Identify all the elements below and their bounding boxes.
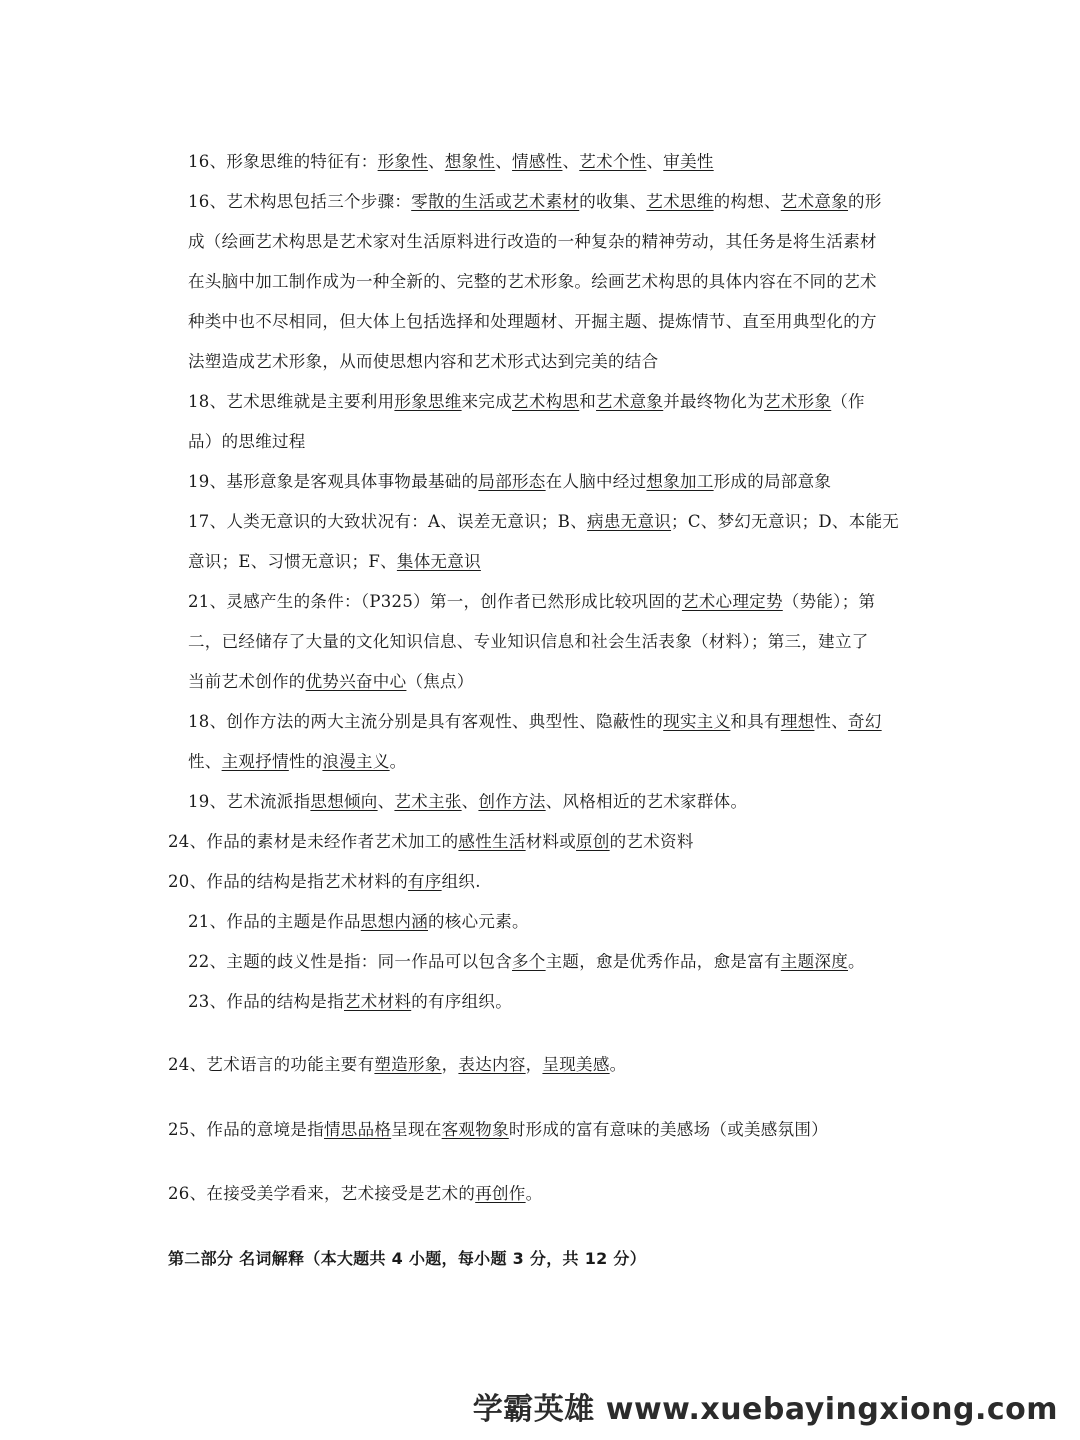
text-span: 23、作品的结构是指 <box>188 992 344 1011</box>
underlined-answer: 呈现美感 <box>542 1055 610 1074</box>
text-span: 来完成 <box>461 392 513 411</box>
text-line <box>188 231 877 253</box>
text-span: 材料或 <box>525 832 577 851</box>
text-span: 26、在接受美学看来，艺术接受是艺术的 <box>168 1184 476 1203</box>
underlined-answer: 艺术材料 <box>344 992 412 1011</box>
underlined-answer: 原创 <box>576 832 610 851</box>
underlined-answer: 病患无意识 <box>587 512 672 531</box>
text-span: 和 <box>579 392 597 411</box>
text-line <box>188 591 875 613</box>
underlined-answer: 塑造形象 <box>374 1055 442 1074</box>
text-span: 19、基形意象是客观具体事物最基础的 <box>188 472 479 491</box>
section-heading <box>168 1248 646 1270</box>
text-span: 在人脑中经过 <box>545 472 647 491</box>
text-span: 的有序组织。 <box>411 992 513 1011</box>
text-span: 17、人类无意识的大致状况有：A、误差无意识；B、 <box>188 512 588 531</box>
text-span: 25、作品的意境是指 <box>168 1120 324 1139</box>
text-span: 16、形象思维的特征有： <box>188 152 378 171</box>
text-span: 、风格相近的艺术家群体。 <box>545 792 748 811</box>
text-span: 性、 <box>188 752 222 771</box>
text-span: 24、艺术语言的功能主要有 <box>168 1055 375 1074</box>
text-line <box>168 1119 828 1141</box>
underlined-answer: 集体无意识 <box>396 552 481 571</box>
text-line <box>188 751 406 773</box>
text-span: 。 <box>389 752 407 771</box>
text-span: 。 <box>848 952 865 971</box>
underlined-answer: 有序 <box>408 872 442 891</box>
underlined-answer: 艺术意象 <box>780 192 849 211</box>
text-span: 主题，愈是优秀作品，愈是富有 <box>545 952 781 971</box>
text-span: ， <box>441 1055 459 1074</box>
text-line <box>188 391 865 413</box>
text-span: 在头脑中加工制作成为一种全新的、完整的艺术形象。绘画艺术构思的具体内容在不同的艺术 <box>188 272 877 291</box>
text-span: 、 <box>495 152 513 171</box>
text-span: 20、作品的结构是指艺术材料的 <box>168 872 408 891</box>
text-span: 的收集、 <box>579 192 647 211</box>
text-line <box>188 471 831 493</box>
text-span: （势能）；第 <box>782 592 876 611</box>
text-span: 的构想、 <box>713 192 781 211</box>
text-line <box>188 311 877 333</box>
text-span: 、 <box>646 152 664 171</box>
underlined-answer: 奇幻 <box>848 712 882 731</box>
underlined-answer: 形象思维 <box>394 392 462 411</box>
text-span: 18、创作方法的两大主流分别是具有客观性、典型性、隐蔽性的 <box>188 712 664 731</box>
underlined-answer: 现实主义 <box>663 712 731 731</box>
text-line <box>188 631 869 653</box>
text-span: 组织. <box>441 872 481 891</box>
text-line <box>188 431 306 453</box>
text-span: 意识；E、习惯无意识；F、 <box>188 552 397 571</box>
underlined-answer: 局部形态 <box>478 472 546 491</box>
underlined-answer: 艺术构思 <box>512 392 580 411</box>
text-line <box>188 711 882 733</box>
underlined-answer: 再创作 <box>475 1184 526 1203</box>
text-span: 21、作品的主题是作品 <box>188 912 361 931</box>
underlined-answer: 优势兴奋中心 <box>305 672 407 691</box>
text-line <box>168 871 481 893</box>
text-span: 。 <box>525 1184 543 1203</box>
text-span: 法塑造成艺术形象，从而使思想内容和艺术形式达到完美的结合 <box>188 352 659 371</box>
text-line <box>168 1054 626 1076</box>
text-span: ；C、梦幻无意识；D、本能无 <box>671 512 900 531</box>
underlined-answer: 审美性 <box>663 152 714 171</box>
text-span: 、 <box>562 152 580 171</box>
text-span: 22、主题的歧义性是指：同一作品可以包含 <box>188 952 512 971</box>
text-line <box>188 551 481 573</box>
text-span: 的形 <box>848 192 882 211</box>
underlined-answer: 感性生活 <box>458 832 526 851</box>
text-span: 性的 <box>288 752 323 771</box>
text-span: 当前艺术创作的 <box>188 672 306 691</box>
text-span: 、 <box>428 152 445 171</box>
underlined-answer: 创作方法 <box>478 792 546 811</box>
text-span: 、 <box>461 792 479 811</box>
underlined-answer: 情感性 <box>512 152 563 171</box>
text-line <box>188 351 658 373</box>
text-span: 第二部分 名词解释（本大题共 4 小题，每小题 3 分，共 12 分） <box>168 1249 647 1268</box>
text-span: 的核心元素。 <box>428 912 529 931</box>
underlined-answer: 客观物象 <box>441 1120 509 1139</box>
underlined-answer: 想象性 <box>444 152 496 171</box>
underlined-answer: 思想倾向 <box>310 792 378 811</box>
text-line <box>188 151 714 173</box>
text-line <box>168 1183 542 1205</box>
text-line <box>188 271 877 293</box>
text-line <box>168 831 694 853</box>
underlined-answer: 艺术形象 <box>764 392 832 411</box>
text-span: 成（绘画艺术构思是艺术家对生活原料进行改造的一种复杂的精神劳动，其任务是将生活素材 <box>188 232 877 251</box>
text-span: 的艺术资料 <box>609 832 694 851</box>
text-line <box>188 991 512 1013</box>
underlined-answer: 情思品格 <box>324 1120 392 1139</box>
text-span: 和具有 <box>730 712 781 731</box>
text-span: 形成的局部意象 <box>713 472 832 491</box>
underlined-answer: 思想内涵 <box>360 912 428 931</box>
underlined-answer: 零散的生活或艺术素材 <box>411 192 580 211</box>
text-span: 16、艺术构思包括三个步骤： <box>188 192 412 211</box>
text-line <box>188 511 899 533</box>
text-line <box>188 671 474 693</box>
underlined-answer: 多个 <box>512 952 546 971</box>
watermark-footer: 学霸英雄 www.xuebayingxiong.com <box>472 1392 1058 1427</box>
text-span: （焦点） <box>406 672 474 691</box>
text-line <box>188 191 882 213</box>
underlined-answer: 艺术心理定势 <box>681 592 783 611</box>
text-span: ， <box>525 1055 543 1074</box>
text-span: 并最终物化为 <box>663 392 765 411</box>
text-line <box>188 911 529 933</box>
underlined-answer: 艺术意象 <box>596 392 664 411</box>
underlined-answer: 想象加工 <box>646 472 714 491</box>
text-span: 。 <box>609 1055 627 1074</box>
text-span: 性、 <box>814 712 849 731</box>
text-span: 二，已经储存了大量的文化知识信息、专业知识信息和社会生活表象（材料）；第三，建立了 <box>188 632 869 651</box>
text-span: 时形成的富有意味的美感场（或美感氛围） <box>508 1120 829 1139</box>
underlined-answer: 形象性 <box>377 152 429 171</box>
text-span: 品）的思维过程 <box>188 432 306 451</box>
underlined-answer: 艺术个性 <box>579 152 647 171</box>
text-span: 种类中也不尽相同，但大体上包括选择和处理题材、开掘主题、提炼情节、直至用典型化的方 <box>188 312 877 331</box>
text-line <box>188 791 747 813</box>
underlined-answer: 主题深度 <box>780 952 849 971</box>
underlined-answer: 艺术主张 <box>394 792 462 811</box>
text-span: 、 <box>377 792 395 811</box>
text-span: 呈现在 <box>391 1120 442 1139</box>
text-span: 19、艺术流派指 <box>188 792 311 811</box>
underlined-answer: 理想 <box>780 712 815 731</box>
text-span: 18、艺术思维就是主要利用 <box>188 392 395 411</box>
text-span: （作 <box>831 392 865 411</box>
underlined-answer: 浪漫主义 <box>322 752 390 771</box>
text-span: 24、作品的素材是未经作者艺术加工的 <box>168 832 459 851</box>
underlined-answer: 表达内容 <box>458 1055 526 1074</box>
underlined-answer: 艺术思维 <box>646 192 714 211</box>
underlined-answer: 主观抒情 <box>221 752 289 771</box>
text-line <box>188 951 865 973</box>
text-span: 21、灵感产生的条件：（P325）第一，创作者已然形成比较巩固的 <box>188 592 682 611</box>
